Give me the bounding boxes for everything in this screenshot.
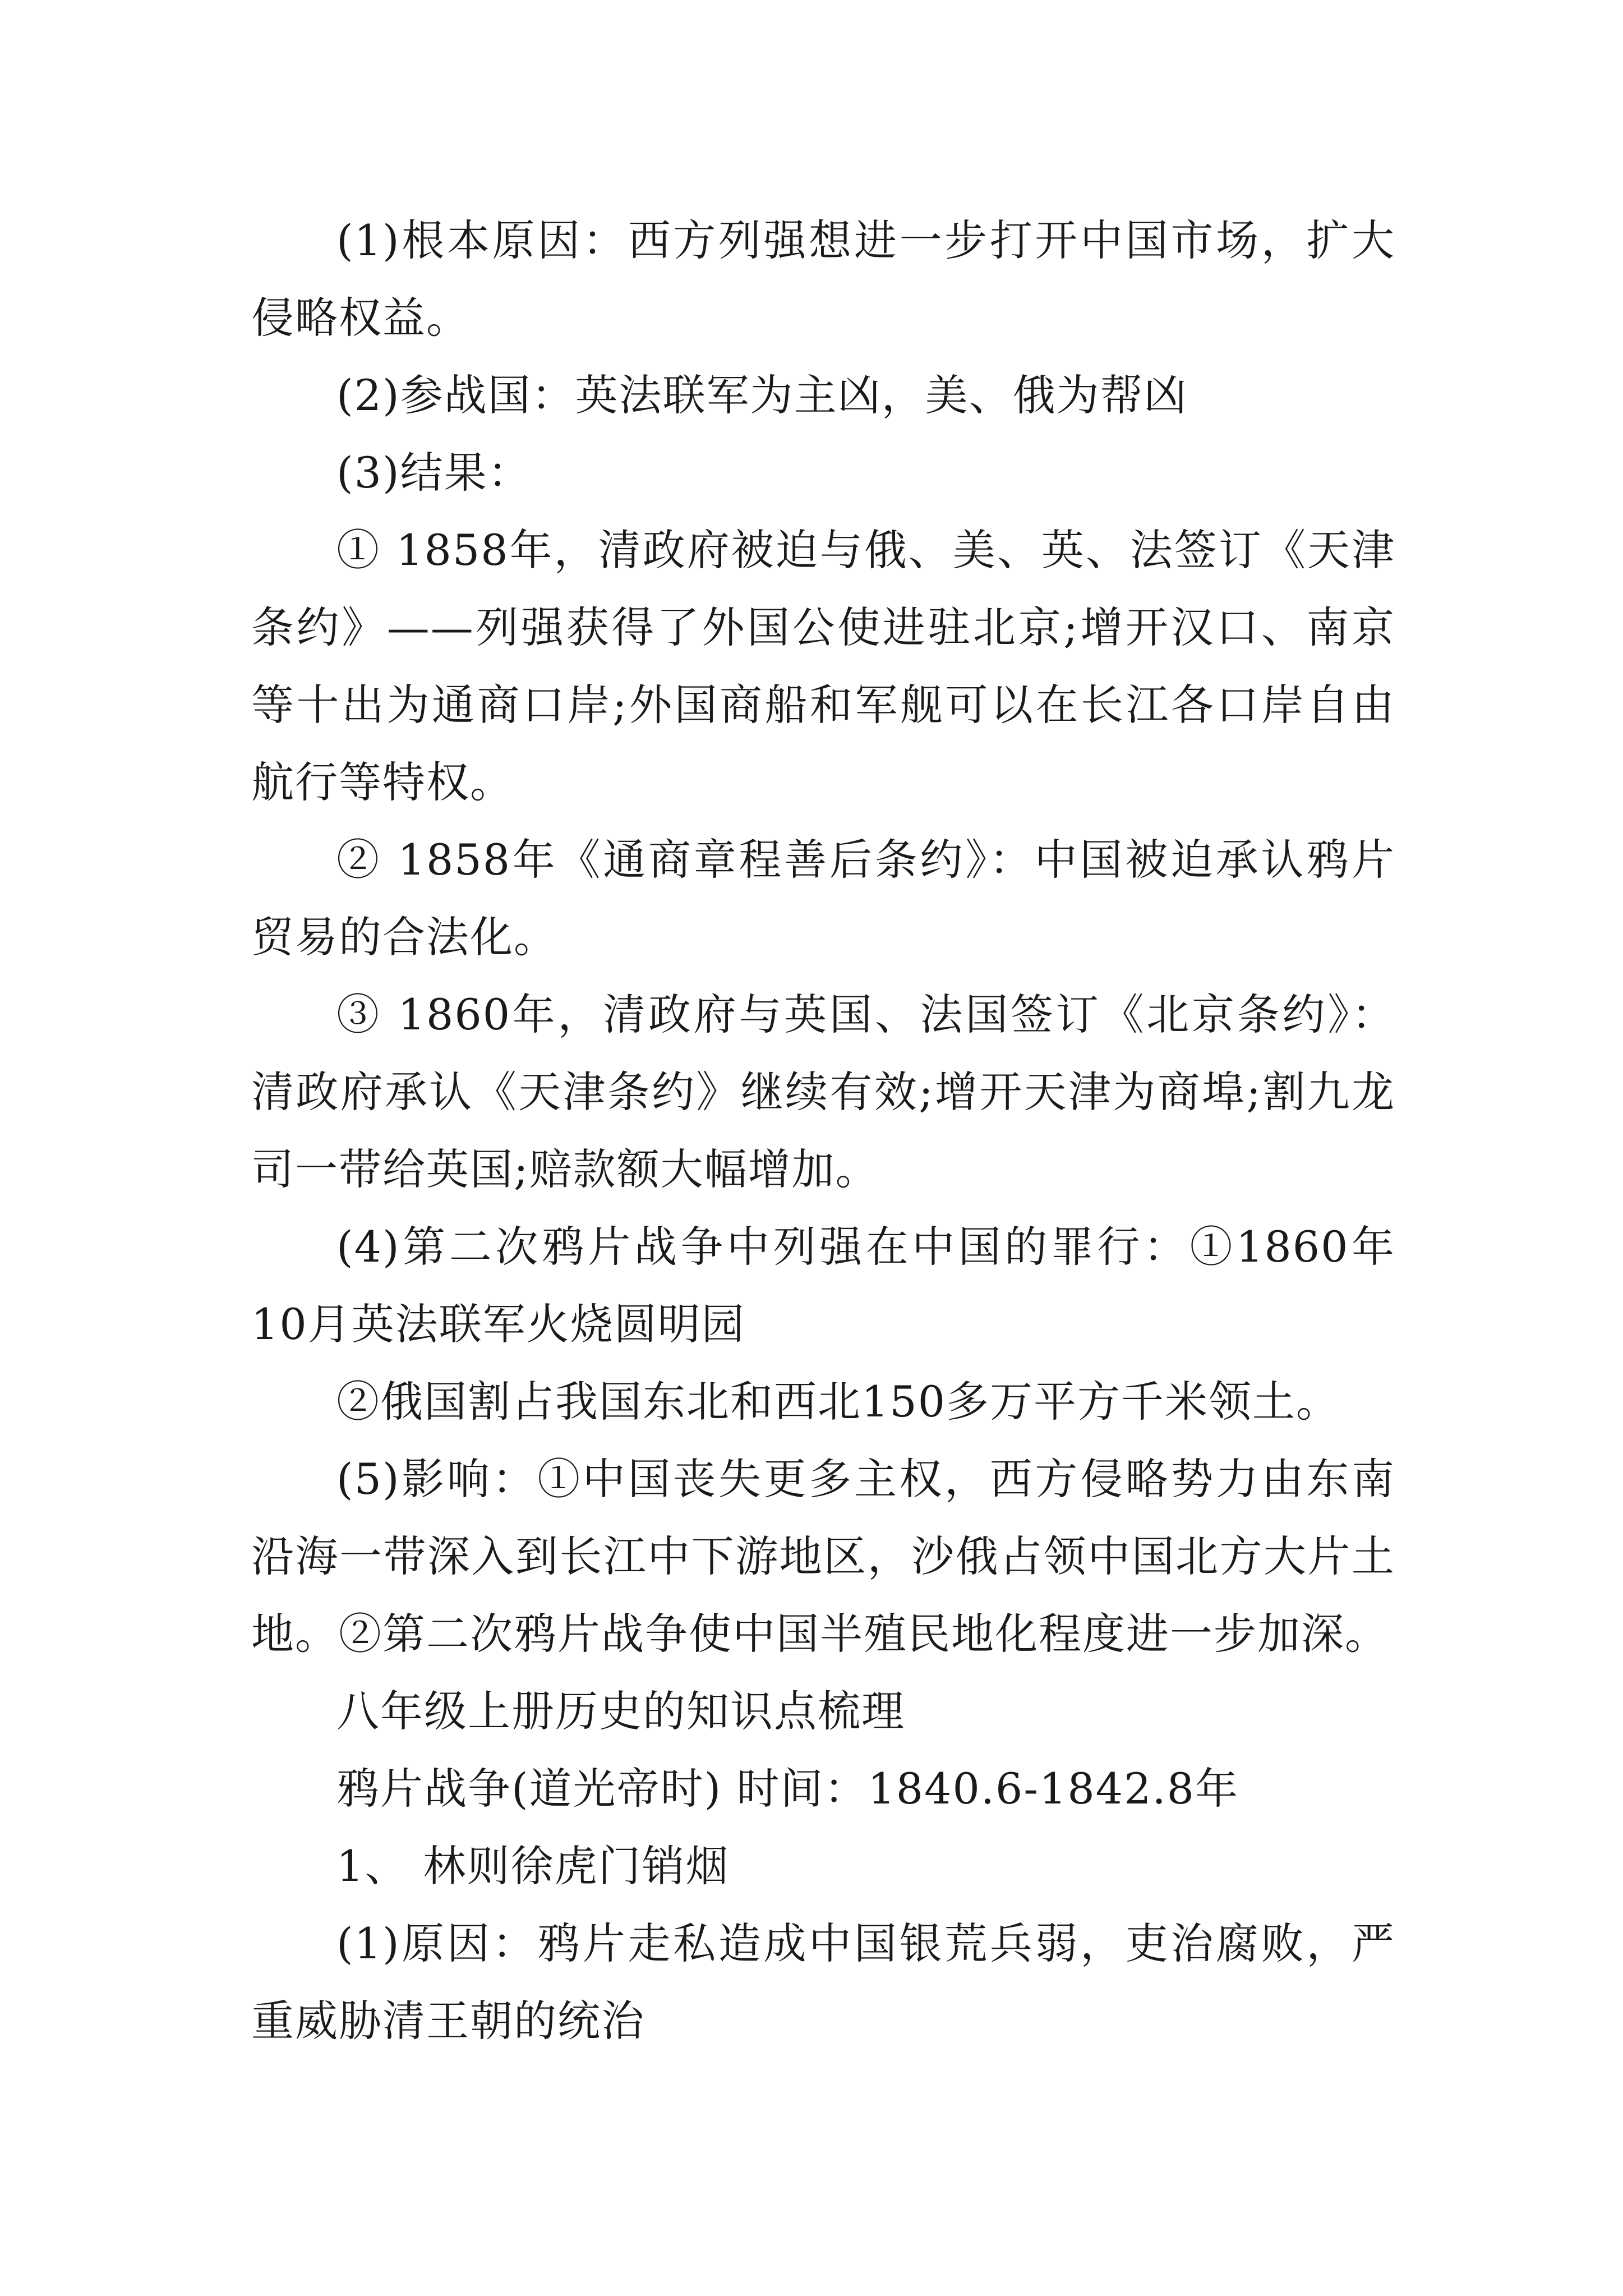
document-body (251, 202, 1395, 2060)
paragraph-result-heading: (3)结果： (336, 448, 532, 498)
paragraph-section-title: 八年级上册历史的知识点梳理 (336, 1686, 905, 1736)
paragraph-trade-treaty: ② 1858年《通商章程善后条约》：中国被迫承认鸦片贸易的合法化。 (251, 835, 1395, 962)
paragraph-root-cause: (1)根本原因：西方列强想进一步打开中国市场，扩大侵略权益。 (251, 215, 1395, 343)
paragraph-treaty-beijing: ③ 1860年，清政府与英国、法国签订《北京条约》：清政府承认《天津条约》继续有效;增开天津为商埠;割九龙司一带给英国;赔款额大幅增加。 (251, 990, 1395, 1194)
paragraph-humen-cause: (1)原因：鸦片走私造成中国银荒兵弱，吏治腐败，严重威胁清王朝的统治 (251, 1918, 1395, 2046)
paragraph-humen-heading: 1、 林则徐虎门销烟 (336, 1841, 730, 1891)
paragraph-crimes: (4)第二次鸦片战争中列强在中国的罪行：①1860年10月英法联军火烧圆明园 (251, 1222, 1395, 1349)
paragraph-belligerents: (2)参战国：英法联军为主凶，美、俄为帮凶 (336, 370, 1188, 420)
paragraph-impact: (5)影响：①中国丧失更多主权，西方侵略势力由东南沿海一带深入到长江中下游地区，沙俄占领中国北方大片土地。②第二次鸦片战争使中国半殖民地化程度进一步加深。 (251, 1454, 1395, 1659)
paragraph-treaty-tianjin: ① 1858年，清政府被迫与俄、美、英、法签订《天津条约》——列强获得了外国公使进驻北京;增开汉口、南京等十出为通商口岸;外国商船和军舰可以在长江各口岸自由航行等特权。 (251, 525, 1395, 807)
paragraph-opium-war-time: 鸦片战争(道光帝时) 时间：1840.6-1842.8年 (336, 1764, 1239, 1814)
paragraph-russia-territory: ②俄国割占我国东北和西北150多万平方千米领土。 (336, 1377, 1340, 1427)
